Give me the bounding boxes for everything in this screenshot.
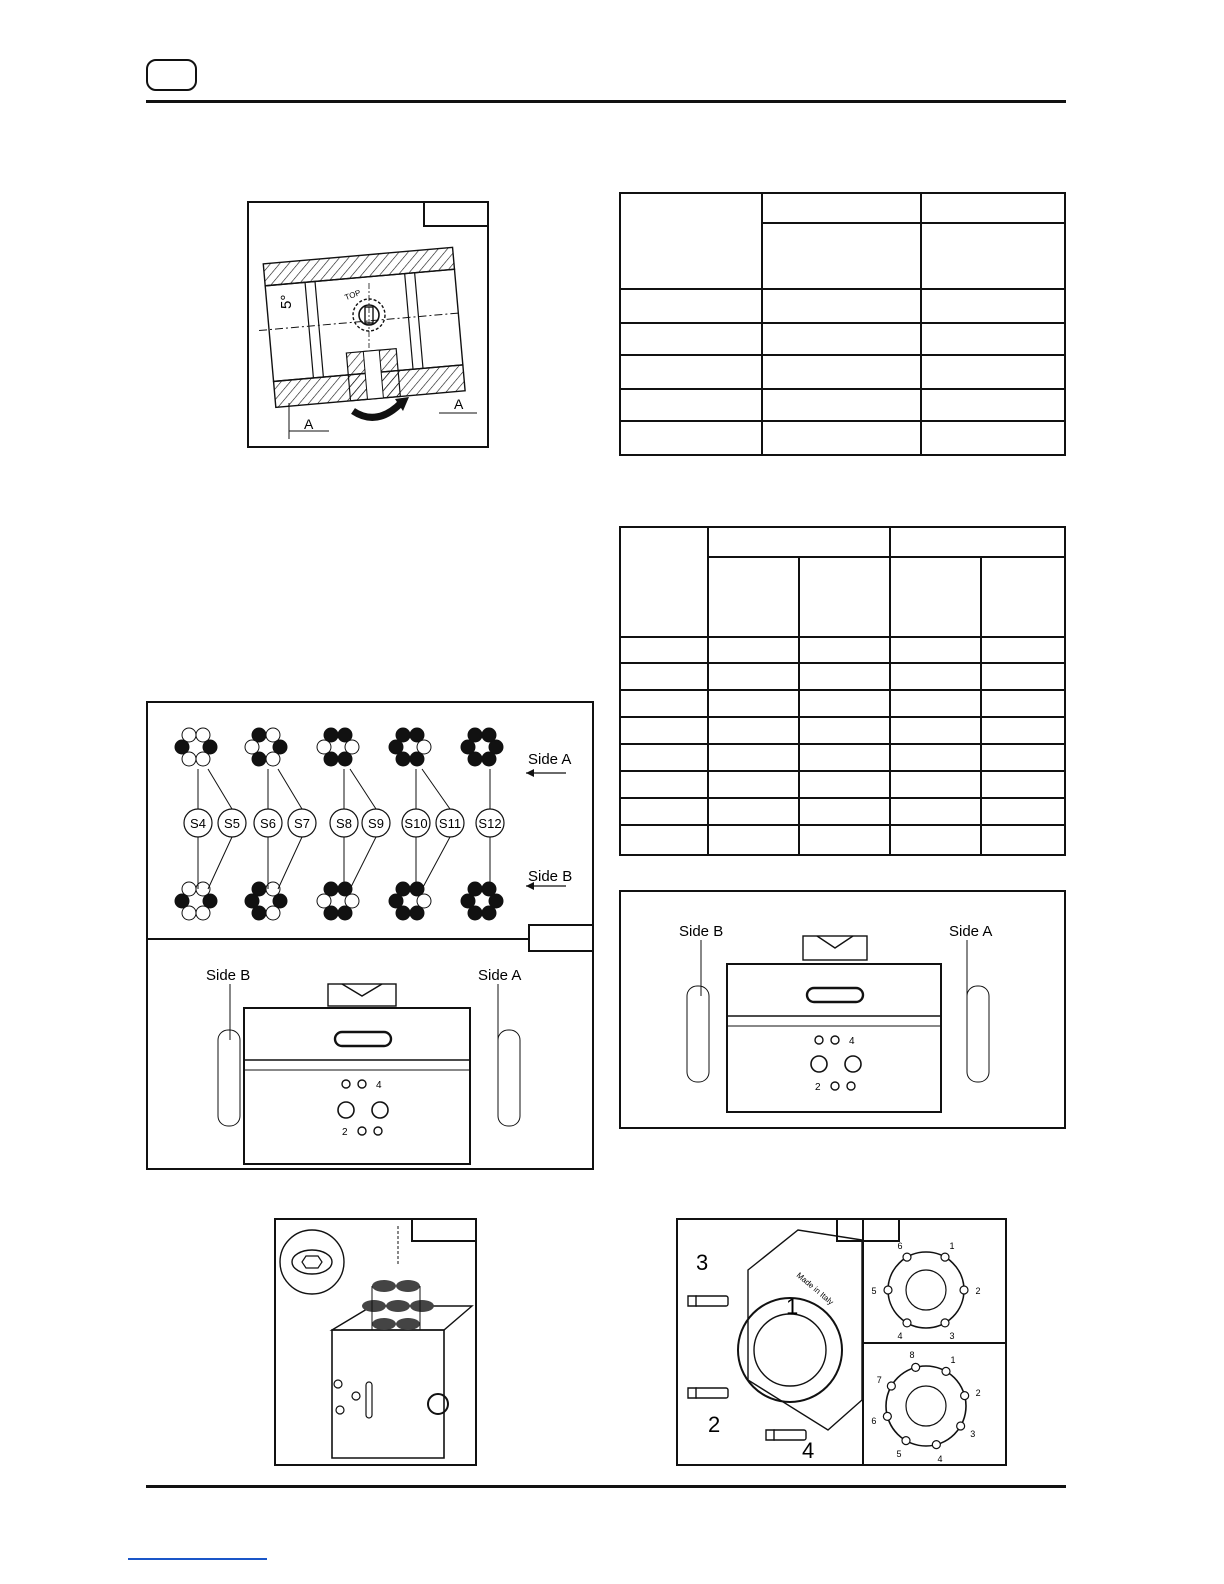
bolt-hole [957, 1422, 965, 1430]
bolt-hole [960, 1286, 968, 1294]
spring-cartridge-drawing [276, 1220, 475, 1464]
figure-valve-rotation [247, 201, 489, 448]
figure-spring-config [146, 701, 594, 1170]
bolt-hole-number: 8 [909, 1349, 915, 1360]
spring-position-side-b [182, 906, 196, 920]
spring-position-side-b [196, 906, 210, 920]
spring-position-side-a [396, 752, 410, 766]
bolt-pattern-6-drawing [864, 1220, 1005, 1342]
spring-code-connector [422, 837, 450, 889]
table-top [619, 192, 1066, 456]
footer-rule [146, 1485, 1066, 1488]
spring-position-side-b [324, 906, 338, 920]
actuator-front-drawing [148, 940, 592, 1168]
bolt-hole-number: 2 [975, 1388, 981, 1399]
bolt-number: 3 [696, 1250, 709, 1275]
spring-position-side-a [468, 752, 482, 766]
bolt-hole [941, 1253, 949, 1261]
port-label-4: 4 [376, 1080, 382, 1091]
top-mark: TOP [343, 288, 362, 303]
bolt-hole [961, 1392, 969, 1400]
bolt-hole-number: 7 [876, 1375, 882, 1385]
spring-position-side-b [396, 906, 410, 920]
bolt-hole [912, 1363, 920, 1371]
bolt-hole [883, 1412, 891, 1420]
dim-label-left: A [304, 416, 314, 432]
figure-tag [411, 1218, 477, 1242]
bolt-hole-number: 1 [949, 1240, 955, 1251]
spring-code-label: S8 [336, 816, 352, 831]
cap-marking: Made in Italy [794, 1270, 836, 1307]
side-b-label: Side B [528, 868, 573, 885]
bolt-hole-number: 5 [896, 1448, 902, 1459]
cover-bolts-drawing [678, 1220, 862, 1464]
spring-position-side-b [482, 906, 496, 920]
bolt-hole [887, 1382, 895, 1390]
spring-code-label: S7 [294, 816, 310, 831]
bolt-number: 2 [708, 1412, 721, 1437]
actuator-side-a-label: Side A [478, 967, 522, 984]
dim-label-right: A [454, 396, 464, 412]
spring-position-side-b [338, 906, 352, 920]
spring-code-label: S6 [260, 816, 276, 831]
spring-code-label: S12 [478, 816, 502, 831]
port-label-2: 2 [815, 1082, 821, 1093]
bolt-hole [884, 1286, 892, 1294]
bolt-hole-number: 2 [975, 1286, 981, 1296]
actuator-side-b-label: Side B [206, 967, 251, 984]
spring-position-side-a [266, 752, 280, 766]
spring-code-connector [278, 769, 302, 809]
bolt-number: 1 [786, 1294, 799, 1319]
spring-code-label: S4 [190, 816, 206, 831]
spring-position-side-a [182, 752, 196, 766]
figure-tag [423, 201, 489, 227]
spring-patterns-drawing [148, 703, 592, 938]
spring-code-label: S9 [368, 816, 384, 831]
spring-position-side-a [338, 752, 352, 766]
side-b-label: Side B [679, 923, 724, 940]
bolt-hole-number: 3 [949, 1331, 955, 1342]
spring-position-side-a [410, 752, 424, 766]
spring-code-label: S11 [438, 816, 462, 831]
figure-actuator-side-view [619, 890, 1066, 1129]
bolt-hole-number: 5 [871, 1286, 877, 1296]
bolt-hole-number: 4 [897, 1331, 903, 1342]
figure-spring-cartridges [274, 1218, 477, 1466]
spring-position-side-a [252, 752, 266, 766]
bolt-hole [942, 1367, 950, 1375]
side-a-label: Side A [949, 923, 993, 940]
actuator-side-drawing [621, 892, 1064, 1127]
bolt-hole-number: 4 [937, 1454, 943, 1464]
bolt-number: 4 [802, 1438, 815, 1463]
bolt-hole [941, 1319, 949, 1327]
header-rule [146, 100, 1066, 103]
spring-code-label: S10 [404, 816, 428, 831]
spring-code-connector [350, 769, 376, 809]
spring-position-side-a [482, 752, 496, 766]
spring-code-connector [208, 769, 232, 809]
side-a-label: Side A [528, 751, 572, 768]
spring-code-connector [208, 837, 232, 889]
port-label-2: 2 [342, 1127, 348, 1138]
spring-position-side-b [468, 906, 482, 920]
spring-code-label: S5 [224, 816, 240, 831]
bolt-hole [903, 1319, 911, 1327]
header-language-tab [146, 59, 197, 91]
bolt-hole [902, 1437, 910, 1445]
spring-position-side-b [410, 906, 424, 920]
bolt-hole [932, 1441, 940, 1449]
spring-code-connector [350, 837, 376, 889]
figure-cover-bolts [676, 1218, 1007, 1466]
bolt-hole-number: 6 [871, 1415, 877, 1426]
bolt-hole-number: 1 [950, 1355, 956, 1366]
table-middle [619, 526, 1066, 856]
angle-label: 5° [278, 294, 295, 309]
valve-section-drawing [249, 203, 487, 446]
footer-link-underline[interactable] [128, 1558, 267, 1560]
bolt-hole [903, 1253, 911, 1261]
spring-position-side-a [196, 752, 210, 766]
spring-position-side-b [266, 906, 280, 920]
spring-position-side-a [324, 752, 338, 766]
spring-position-side-b [252, 906, 266, 920]
bolt-pattern-8-drawing [864, 1344, 1005, 1464]
spring-code-connector [422, 769, 450, 809]
bolt-hole-number: 6 [897, 1240, 903, 1251]
port-label-4: 4 [849, 1036, 855, 1047]
spring-code-connector [278, 837, 302, 889]
bolt-hole-number: 3 [970, 1429, 976, 1439]
